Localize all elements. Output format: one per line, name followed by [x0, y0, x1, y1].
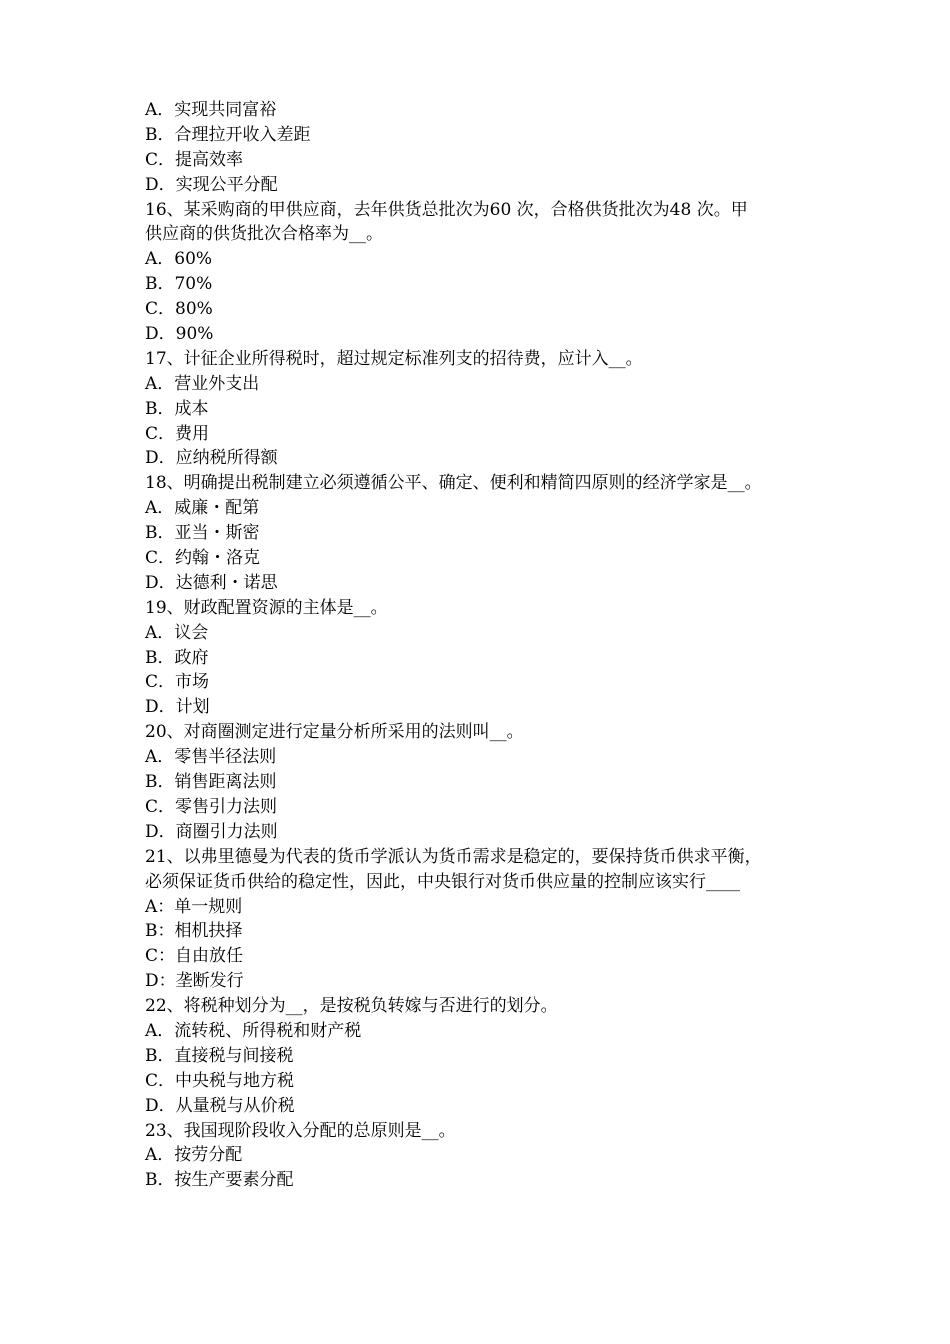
- option-line: A．零售半径法则: [145, 747, 277, 768]
- document-body: [145, 98, 815, 1193]
- option-line: B．合理拉开收入差距: [145, 124, 311, 145]
- option-line: B．按生产要素分配: [145, 1170, 294, 1191]
- option-line: C：自由放任: [145, 946, 244, 967]
- option-line: A：单一规则: [145, 896, 243, 917]
- option-line: D：垄断发行: [145, 971, 244, 992]
- option-line: D．达德利・诺思: [145, 572, 278, 593]
- question-line: 供应商的供货批次合格率为__。: [145, 224, 383, 245]
- option-line: B．政府: [145, 647, 209, 668]
- option-line: B．成本: [145, 398, 209, 419]
- question-line: 16、某采购商的甲供应商，去年供货总批次为60 次，合格供货批次为48 次。甲: [145, 199, 748, 220]
- option-line: B．70%: [145, 274, 213, 295]
- option-line: B．亚当・斯密: [145, 523, 260, 544]
- option-line: B：相机抉择: [145, 921, 243, 942]
- question-line: 18、明确提出税制建立必须遵循公平、确定、便利和精简四原则的经济学家是__。: [145, 473, 762, 494]
- option-line: C．市场: [145, 672, 210, 693]
- option-line: D．商圈引力法则: [145, 821, 278, 842]
- option-line: B．销售距离法则: [145, 772, 277, 793]
- option-line: D．计划: [145, 697, 210, 718]
- option-line: D．90%: [145, 324, 214, 345]
- option-line: D．从量税与从价税: [145, 1095, 295, 1116]
- option-line: A．实现共同富裕: [145, 100, 277, 120]
- question-line: 20、对商圈测定进行定量分析所采用的法则叫__。: [145, 722, 524, 743]
- question-line: 必须保证货币供给的稳定性，因此，中央银行对货币供应量的控制应该实行____: [145, 871, 740, 892]
- option-line: C．零售引力法则: [145, 796, 278, 817]
- option-line: D．实现公平分配: [145, 174, 278, 195]
- option-line: A．威廉・配第: [145, 498, 260, 519]
- question-line: 17、计征企业所得税时，超过规定标准列支的招待费，应计入__。: [145, 348, 643, 369]
- option-line: A．流转税、所得税和财产税: [145, 1020, 362, 1041]
- question-line: 19、财政配置资源的主体是__。: [145, 597, 388, 618]
- option-line: A．营业外支出: [145, 373, 260, 394]
- question-line: 23、我国现阶段收入分配的总原则是__。: [145, 1120, 456, 1141]
- option-line: A．60%: [145, 249, 213, 270]
- option-line: C．中央税与地方税: [145, 1070, 295, 1091]
- option-line: B．直接税与间接税: [145, 1045, 294, 1066]
- option-line: D．应纳税所得额: [145, 448, 278, 469]
- option-line: C．提高效率: [145, 149, 244, 170]
- option-line: C．80%: [145, 299, 213, 320]
- question-line: 21、以弗里德曼为代表的货币学派认为货币需求是稳定的，要保持货币供求平衡，: [145, 846, 762, 867]
- option-line: A．议会: [145, 622, 209, 643]
- option-line: C．费用: [145, 423, 210, 444]
- option-line: A．按劳分配: [145, 1145, 243, 1166]
- option-line: C．约翰・洛克: [145, 548, 261, 569]
- question-line: 22、将税种划分为__，是按税负转嫁与否进行的划分。: [145, 996, 558, 1017]
